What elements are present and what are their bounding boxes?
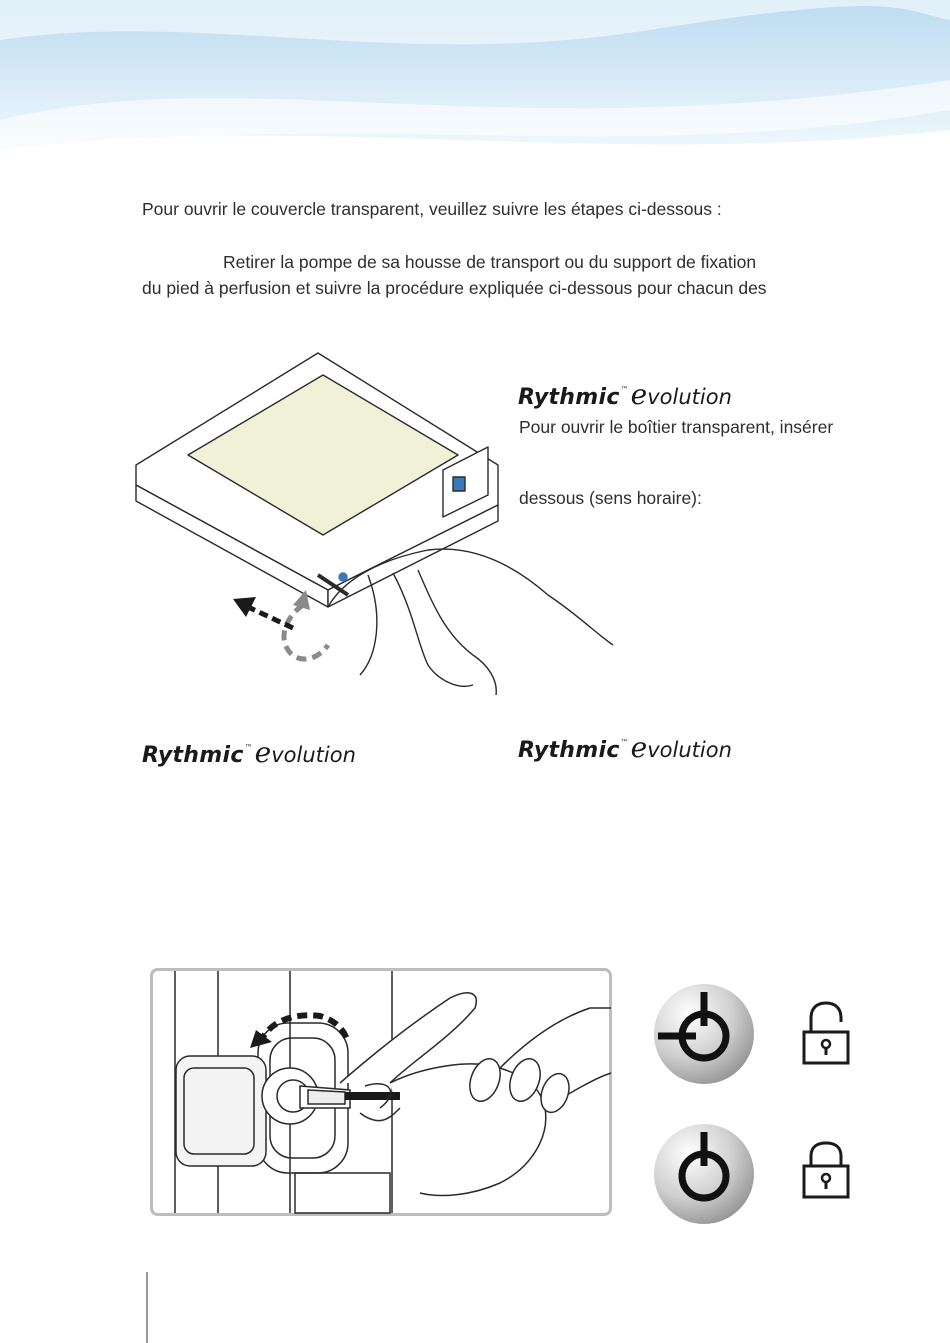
trademark-symbol: ™: [620, 385, 629, 394]
brand-name: Rythmic: [142, 743, 244, 768]
closed-padlock-icon: [801, 1140, 851, 1200]
right-text-line-1: Pour ouvrir le boîtier transparent, insérer: [519, 417, 834, 437]
brand-logo-left: [142, 736, 356, 769]
step-text-line-1: Retirer la pompe de sa housse de transport ou du support de fixation: [223, 252, 757, 272]
right-text-line-2: dessous (sens horaire):: [519, 488, 702, 508]
lock-position-icon: [652, 1122, 756, 1226]
brand-e: e: [254, 736, 272, 769]
intro-text: Pour ouvrir le couvercle transparent, veuillez suivre les étapes ci-dessous :: [142, 199, 722, 219]
trademark-symbol: ™: [244, 743, 253, 752]
open-padlock-icon: [801, 1000, 851, 1066]
brand-suffix: volution: [647, 738, 732, 762]
brand-suffix: volution: [271, 743, 356, 767]
brand-name: Rythmic: [518, 738, 620, 763]
unlock-position-icon: [652, 982, 756, 1086]
brand-name: Rythmic: [518, 385, 620, 410]
brand-logo-right: [518, 731, 732, 764]
brand-e: e: [630, 731, 648, 764]
key-turn-illustration: [150, 968, 612, 1216]
step-text-line-2: du pied à perfusion et suivre la procédure expliquée ci-dessous pour chacun des: [142, 278, 767, 298]
header-wave-decoration: [0, 0, 950, 190]
trademark-symbol: ™: [620, 738, 629, 747]
brand-e: e: [630, 378, 648, 411]
brand-suffix: volution: [647, 385, 732, 409]
page-margin-rule: [146, 1272, 148, 1343]
brand-logo-top-right: [518, 378, 732, 411]
